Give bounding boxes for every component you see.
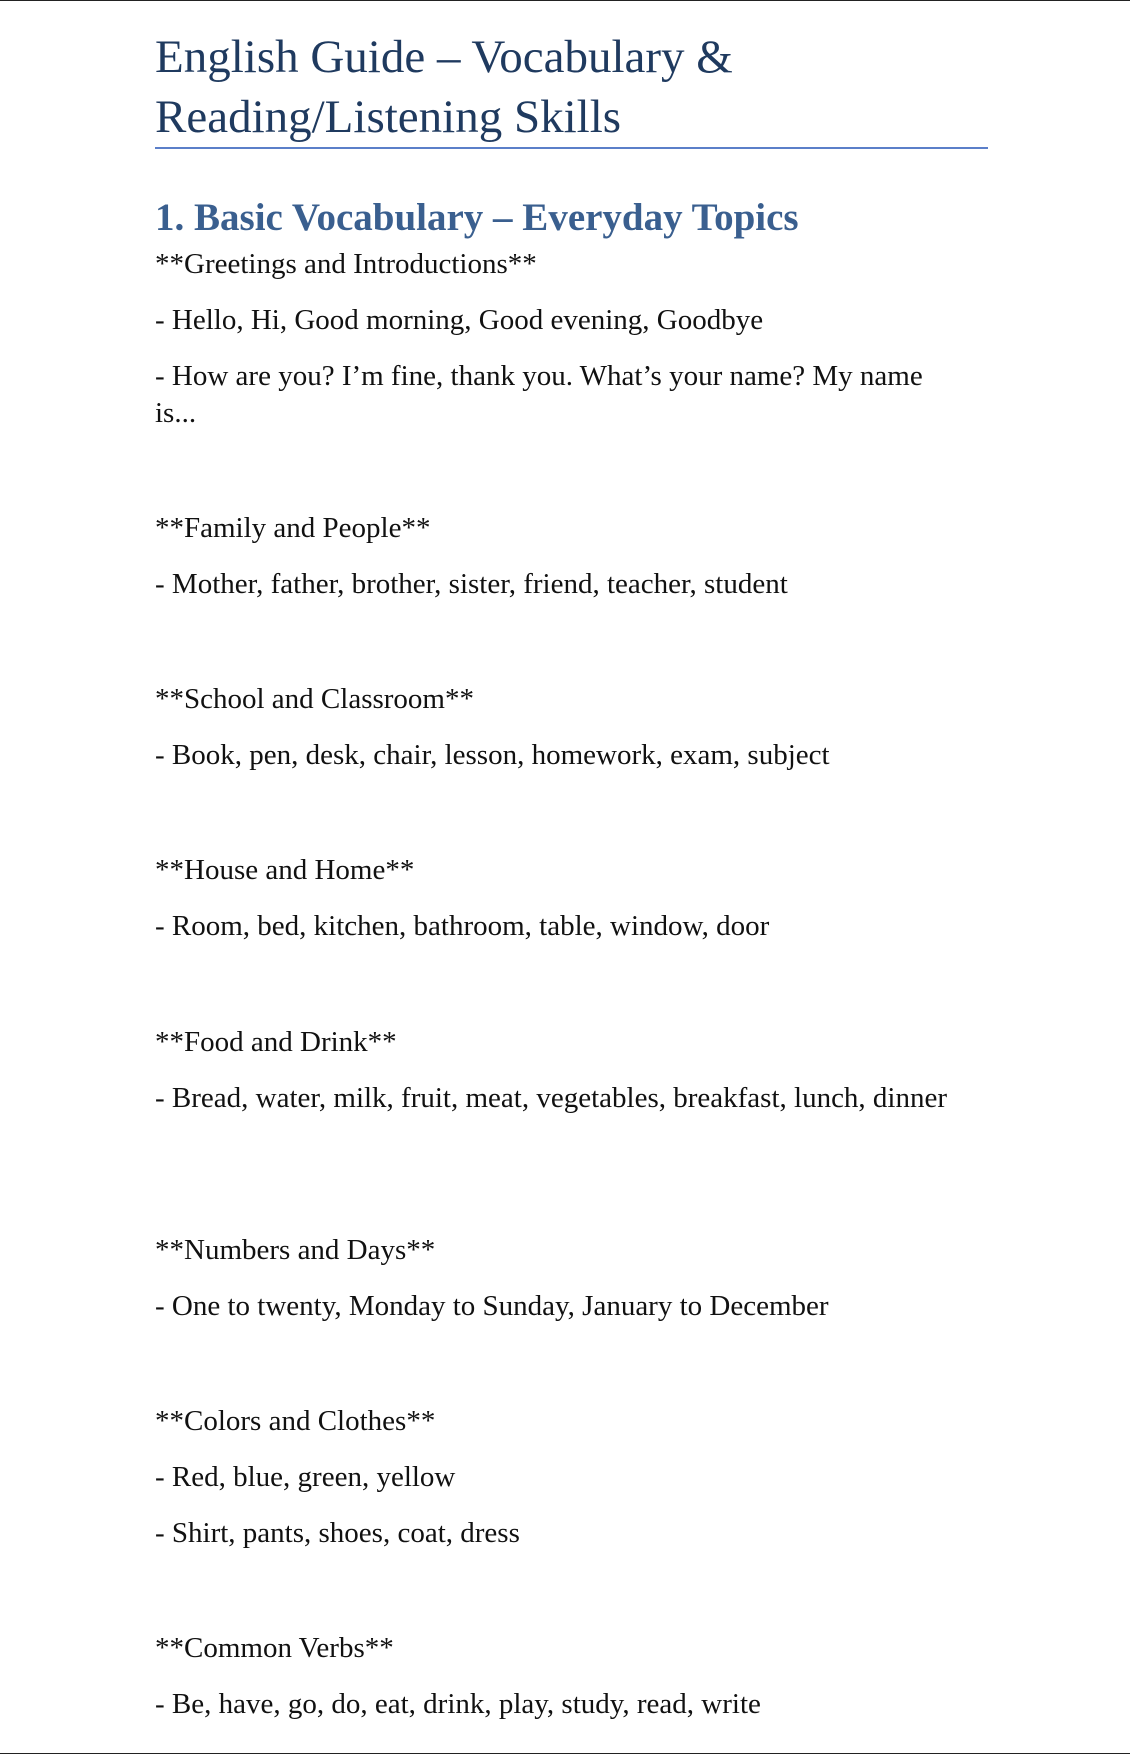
- group-heading-verbs: **Common Verbs**: [155, 1632, 394, 1664]
- group-heading-greetings: **Greetings and Introductions**: [155, 248, 537, 280]
- section-heading: 1. Basic Vocabulary – Everyday Topics: [155, 196, 799, 239]
- list-item-numbers-words: - One to twenty, Monday to Sunday, January to December: [155, 1290, 829, 1322]
- list-item-school-words: - Book, pen, desk, chair, lesson, homework, exam, subject: [155, 739, 830, 771]
- list-item-colors-words: - Red, blue, green, yellow: [155, 1461, 456, 1493]
- list-item-verbs-words: - Be, have, go, do, eat, drink, play, study, read, write: [155, 1688, 761, 1720]
- group-heading-numbers: **Numbers and Days**: [155, 1234, 436, 1266]
- group-heading-colors: **Colors and Clothes**: [155, 1405, 436, 1437]
- list-item-food-words: - Bread, water, milk, fruit, meat, vegetables, breakfast, lunch, dinner: [155, 1082, 948, 1114]
- list-item-clothes-words: - Shirt, pants, shoes, coat, dress: [155, 1517, 520, 1549]
- list-item-greetings-phrases: - How are you? I’m fine, thank you. What’s your name? My name is...: [155, 360, 923, 429]
- list-item-greetings-words: - Hello, Hi, Good morning, Good evening, Goodbye: [155, 304, 764, 336]
- group-heading-house: **House and Home**: [155, 854, 415, 886]
- document-title: English Guide – Vocabulary & Reading/Listening Skills: [155, 31, 733, 143]
- list-item-house-words: - Room, bed, kitchen, bathroom, table, window, door: [155, 910, 770, 942]
- group-heading-food: **Food and Drink**: [155, 1026, 397, 1058]
- group-heading-family: **Family and People**: [155, 512, 431, 544]
- title-underline: [155, 147, 988, 149]
- list-item-family-words: - Mother, father, brother, sister, friend, teacher, student: [155, 568, 788, 600]
- group-heading-school: **School and Classroom**: [155, 683, 474, 715]
